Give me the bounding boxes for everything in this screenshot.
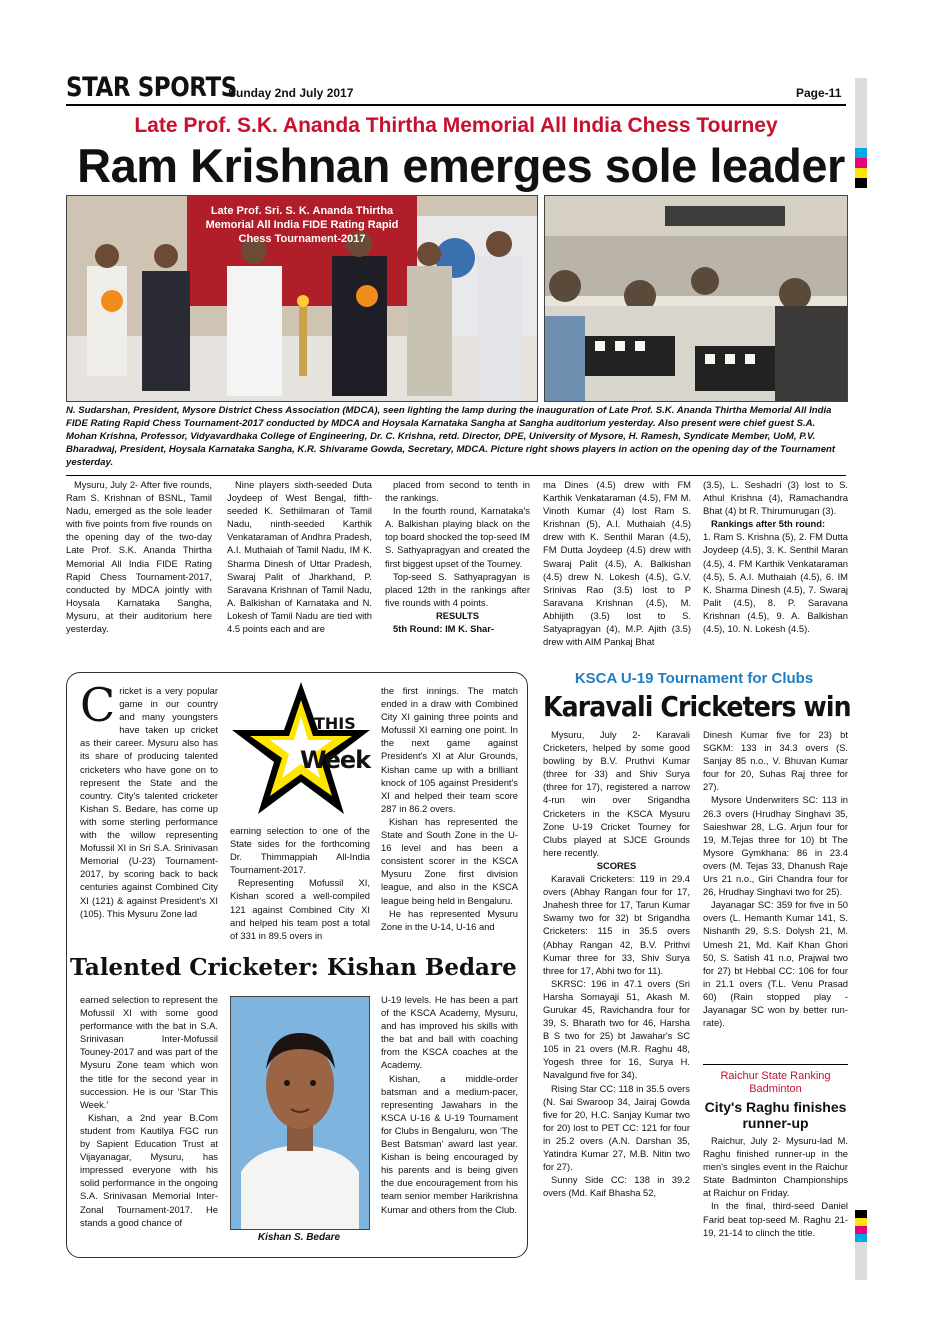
kishan-photo-caption: Kishan S. Bedare [257,1232,341,1243]
lead-column-4 [543,478,691,648]
inauguration-photo [66,195,538,402]
registration-cyan-bottom [855,1234,867,1242]
feature-lower-col1-p1: earned selection to represent the Mofussil XI with some good performance with the bat in S.A. Srinivasan Inter-Mofussil Touney-2017 and was part of the Mysuru Zone team which won the title for the second year in succession. He is our 'Star This Week.' [80,994,218,1110]
registration-black-bottom [855,1210,867,1218]
feature-lower-column-3 [381,993,518,1216]
ksca-score-karavali: Karavali Cricketers: 119 in 29.4 overs (Abhay Rangan four for 17, Jnahesh three for 17, Tarun Kumar Swamy two for 32) bt Srigandha Cricketers: 115 in 35.5 overs (Abhay Rangan 42, B.V. Prithvi Kumar three for 33, Shiv Surya three for 17, Abhi two for 11). [543,873,690,976]
badminton-kicker: Raichur State Ranking Badminton [720,1070,831,1095]
feature-lower-col3-p2: Kishan, a middle-order batsman and a medium-pacer, representing Jawahars in the KSCA U-16 & U-19 Tournament for Clubs in Bengaluru, won 'The Best Batsman' award last year. Kishan is being encouraged by his parents and is being given the due encouragement from his team senior member Harikrishna Kumar and others from the Club. [381,1072,518,1215]
rankings-list: 1. Ram S. Krishna (5), 2. FM Dutta Joydeep (4.5), 3. K. Senthil Maran (4.5), 4. FM Karthik Venkataraman (4.5), 5. A.I. Muthaiah (4.5), 6. IM K. Sharma Dinesh (4.5), 7. Swaraj Palit (4.5), 8. P. Saravana Krishnan (4.5), 9. A. Balkishan (4.5), 10. N. Lokesh (4.5). [703,531,848,635]
rankings-heading: Rankings after 5th round: [711,518,826,530]
lead-col5-p1: (3.5), L. Seshadri (3) lost to S. Athul Krishna (4), Ramachandra Bhat (4) bt R. Thirumurugan (3). [703,479,848,517]
lead-col3-p4: 5th Round: IM K. Shar- [393,623,495,635]
badminton-body [703,1134,848,1239]
badge-this: THIS [314,714,356,733]
feature-column-3 [381,684,518,933]
lead-col3-p1: placed from second to tenth in the rankings. [385,479,530,504]
lead-photo-caption: N. Sudarshan, President, Mysore District Chess Association (MDCA), seen lighting the lamp during the inauguration of Late Prof. S.K. Ananda Thirtha Memorial All India FIDE Rating Rapid Chess Tournament-2017 conducted by MDCA and Hoysala Karnataka Sangha at Sangha auditorium yesterday. Also present were chief guest S.A. Mohan Krishna, Professor, Vidyavardhaka College of Engineering, Dr. C. Krishna, retd. Director, DPE, University of Mysore, H. Ramesh, Syndicate Member, UoM, P.V. Bharadwaj, President, Hoysala Karnataka Sangha, K.R. Shivarame Gowda, Secretary, MDCA. Picture right shows players in action on the opening day of the Tournament yesterday. [66,405,836,468]
results-heading: RESULTS [435,609,480,621]
registration-magenta [855,158,867,168]
page-number: Page-11 [796,86,842,100]
feature-column-1 [80,678,218,920]
ksca-column-2 [703,728,848,1029]
registration-magenta-bottom [855,1226,867,1234]
feature-col2-p2: Representing Mofussil XI, Kishan scored a well-compiled 121 against Combined City XI and helped his team post a total of 331 in 89.5 overs in [230,877,370,941]
feature-col3-p3: He has represented Mysuru Zone in the U-14, U-16 and [381,907,518,932]
lead-col2-text: Nine players sixth-seeded Duta Joydeep of West Bengal, fifth-seeded K. Sethilmaran of Tamil Nadu, ninth-seeded Karthik Venkataraman of Andhra Pradesh, A.I. Muthaiah of Tamil Nadu, IM K. Sharma Dinesh of Uttar Pradesh, Swaraj Palit of Jharkhand, P. Saravana Krishnan of Tamil Nadu, A. Balkishan of Karnataka and N. Lokesh of Tamil Nadu are tied with 4.5 points each and are [227,479,372,635]
ksca-headline: Karavali Cricketers win [543,690,851,723]
lead-headline: Ram Krishnan emerges sole leader [77,139,845,192]
ksca-kicker: KSCA U-19 Tournament for Clubs [574,670,814,687]
feature-dropcap: C [80,678,116,732]
registration-gray [855,78,867,148]
badminton-p2: In the final, third-seed Daniel Farid beat top-seed M. Raghu 21-19, 21-14 to clinch the title. [703,1200,848,1238]
masthead: STAR SPORTS [66,72,237,103]
players-photo [544,195,848,402]
lead-col3-p3: Top-seed S. Sathyapragyan is placed 12th in the rankings after five rounds with 4 points. [385,570,530,608]
feature-col3-p1: the first innings. The match ended in a draw with Combined City XI gaining three points and Mofussil XI earning one point. In the next game against President's XI at Alur Grounds, Kishan came up with a brilliant knock of 105 against President's XI and helped their team score 287 in 86.2 overs. [381,685,518,814]
registration-black [855,178,867,188]
ksca-column-1 [543,728,690,1199]
lead-column-1 [66,478,212,635]
feature-lower-column-1 [80,993,218,1229]
feature-headline: Talented Cricketer: Kishan Bedare [70,954,517,981]
lead-col1-text: Mysuru, July 2- After five rounds, Ram S. Krishnan of BSNL, Tamil Nadu, emerged as the sole leader with five points from five rounds on the opening day of the two-day Late Prof. S.K. Ananda Thirtha Memorial All India FIDE Rating Rapid Chess Tournament-2017, conducted by MDCA jointly with Hoysala Karnataka Sangha, Mysuru, at their auditorium here yesterday. [66,479,212,635]
ksca-score-sgkm: Dinesh Kumar five for 23) bt SGKM: 133 in 34.3 overs (S. Sanjay 85 n.o., V. Bhuvan Kumar four for 20, Suhas Raj three for 27). [703,729,848,793]
ksca-score-jayanagar: Jayanagar SC: 359 for five in 50 overs (L. Hemanth Kumar 141, S. Nishanth 29, S.S. Dolysh 21, M. Umesh 21, Md. Kaif Khan Ghori 50, S. Satish 41 n.o, Prajwal two for 27) bt Hebbal CC: 106 for four in 21.1 overs (T.L. Venu Prasad 60) (Rain stopped play - Jayanagar SC won by better run-rate). [703,899,848,1029]
registration-cyan [855,148,867,158]
feature-column-2 [230,824,370,942]
feature-lower-col3-p1: U-19 levels. He has been a part of the KSCA Academy, Mysuru, and has improved his skills with the bat and ball with coaching from the KSCA coaches at the Academy. [381,994,518,1071]
header-rule [66,104,846,106]
badge-week: Week [300,746,371,774]
lead-col3-p2: In the fourth round, Karnataka's A. Balkishan playing black on the top board shocked the top-seed IM S. Sathyapragyan and created the first biggest upset of the Tourney. [385,505,530,569]
ksca-score-sunny-side: Sunny Side CC: 138 in 39.2 overs (Md. Kaif Bhasha 52, [543,1174,690,1199]
ksca-intro: Mysuru, July 2- Karavali Cricketers, helped by some good bowling by B.V. Pruthvi Kumar (three for 33) and Shiv Surya (three for 17), registered a narrow 4-run win over Srigandha Cricketers in the KSCA Mysuru Zone U-19 Cricket Tourney for Clubs played at SJCE Grounds here recently. [543,729,690,858]
ksca-score-mysore-underwriters: Mysore Underwriters SC: 113 in 26.3 overs (Hrudhay Singhavi 35, Saieshwar 28, L.G. Arjun four for 19, M.Tejas three for 10) bt The Mysore Gymkhana: 86 in 23.4 overs (M. Tejas 33, Dhanush Raje Urs 21 n.o., Giri Chandra four for 26, Hrudhay Singhavi two for 25). [703,794,848,898]
feature-col3-p2: Kishan has represented the State and South Zone in the U-16 level and has been a consistent scorer in the KSCA Mysuru Zone first division league, and also in the KSCA league being held in Bengaluru. [381,815,518,906]
scores-heading: SCORES [596,859,637,871]
lead-kicker: Late Prof. S.K. Ananda Thirtha Memorial All India Chess Tourney [134,114,778,137]
lead-column-5 [703,478,848,635]
registration-yellow [855,168,867,178]
ksca-score-skrsc: SKRSC: 196 in 47.1 overs (Sri Harsha Somayaji 51, Akash M. Gurukar 45, Ravichandra four for 39, S. Bharath two for 46, Harsha B S two for 25) bt Jawahar's SC 105 in 21 overs (M.R. Raghu 48, Yogesh three for 16, Surya H. Navalgund five for 34). [543,977,690,1081]
feature-lower-col1-p2: Kishan, a 2nd year B.Com student from Kautilya FGC run by Sapient Education Trust at Vijayanagar, Mysuru, has impressed everyone with his solid performance in the ongoing S.A. Srinivasan Memorial Inter-Zonal Tournament-2017. He stands a good chance of [80,1111,218,1228]
lead-column-3 [385,478,530,635]
badminton-rule [703,1064,848,1065]
badminton-headline: City's Raghu finishes runner-up [704,1099,847,1131]
registration-yellow-bottom [855,1218,867,1226]
caption-rule [66,475,846,476]
photo-banner-text: Late Prof. Sri. S. K. Ananda Thirtha Memorial All India FIDE Rating Rapid Chess Tournament-2017 [205,205,399,245]
ksca-score-rising-star: Rising Star CC: 118 in 35.5 overs (N. Sai Swaroop 34, Jairaj Gowda five for 20, H.C. Sanjay Kumar two for 20) lost to PET CC: 121 for four in 25.2 overs (A.N. Darshan 35, Yatindra Kumar 27, M.B. Nitin two for 27). [543,1082,690,1173]
lead-column-2 [227,478,372,635]
dateline: Sunday 2nd July 2017 [228,86,354,100]
badminton-p1: Raichur, July 2- Mysuru-lad M. Raghu finished runner-up in the men's singles event in the Raichur State Badminton Championships at Raichur on Friday. [703,1135,848,1199]
lead-col4-text: ma Dines (4.5) drew with FM Karthik Venkataraman (4.5), FM M. Vinoth Kumar (4) lost Ram S. Krishnan (5), A.I. Muthaiah (4.5) drew with K. Senthil Maran (4.5), FM Dutta Joydeep (4.5) drew with Swaraj Palit (4.5), A. Balkishan (4.5) drew N. Lokesh (4.5), G.V. Srinivas Rao (3.5) lost to P Saravana Krishnan (4.5), M. Abhijith (3.5) lost to S. Satyapragyan (4), M.P. Ajith (3.5) drew with AIM Pankaj Bhat [543,479,691,648]
feature-col1-text: ricket is a very popular game in our country and many youngsters have taken up cricket as their career. Mysuru also has its share of producing talented cricketers who have gone on to represent the State and the country. City's talented cricketer Kishan S. Bedare, has come up with some sterling performance with the willow representing Mofussil XI in Sri S.A. Srinivasan Memorial (U-23) Tournament-2017, by scoring back to back centuries against Combined City XI (121) & against President's XI (105). This Mysuru Zone lad [80,685,218,919]
star-badge [228,678,374,820]
feature-col2-p1: earning selection to one of the State sides for the forthcoming Dr. Thimmappiah All-India Tournament-2017. [230,825,370,876]
kishan-photo [230,996,370,1230]
